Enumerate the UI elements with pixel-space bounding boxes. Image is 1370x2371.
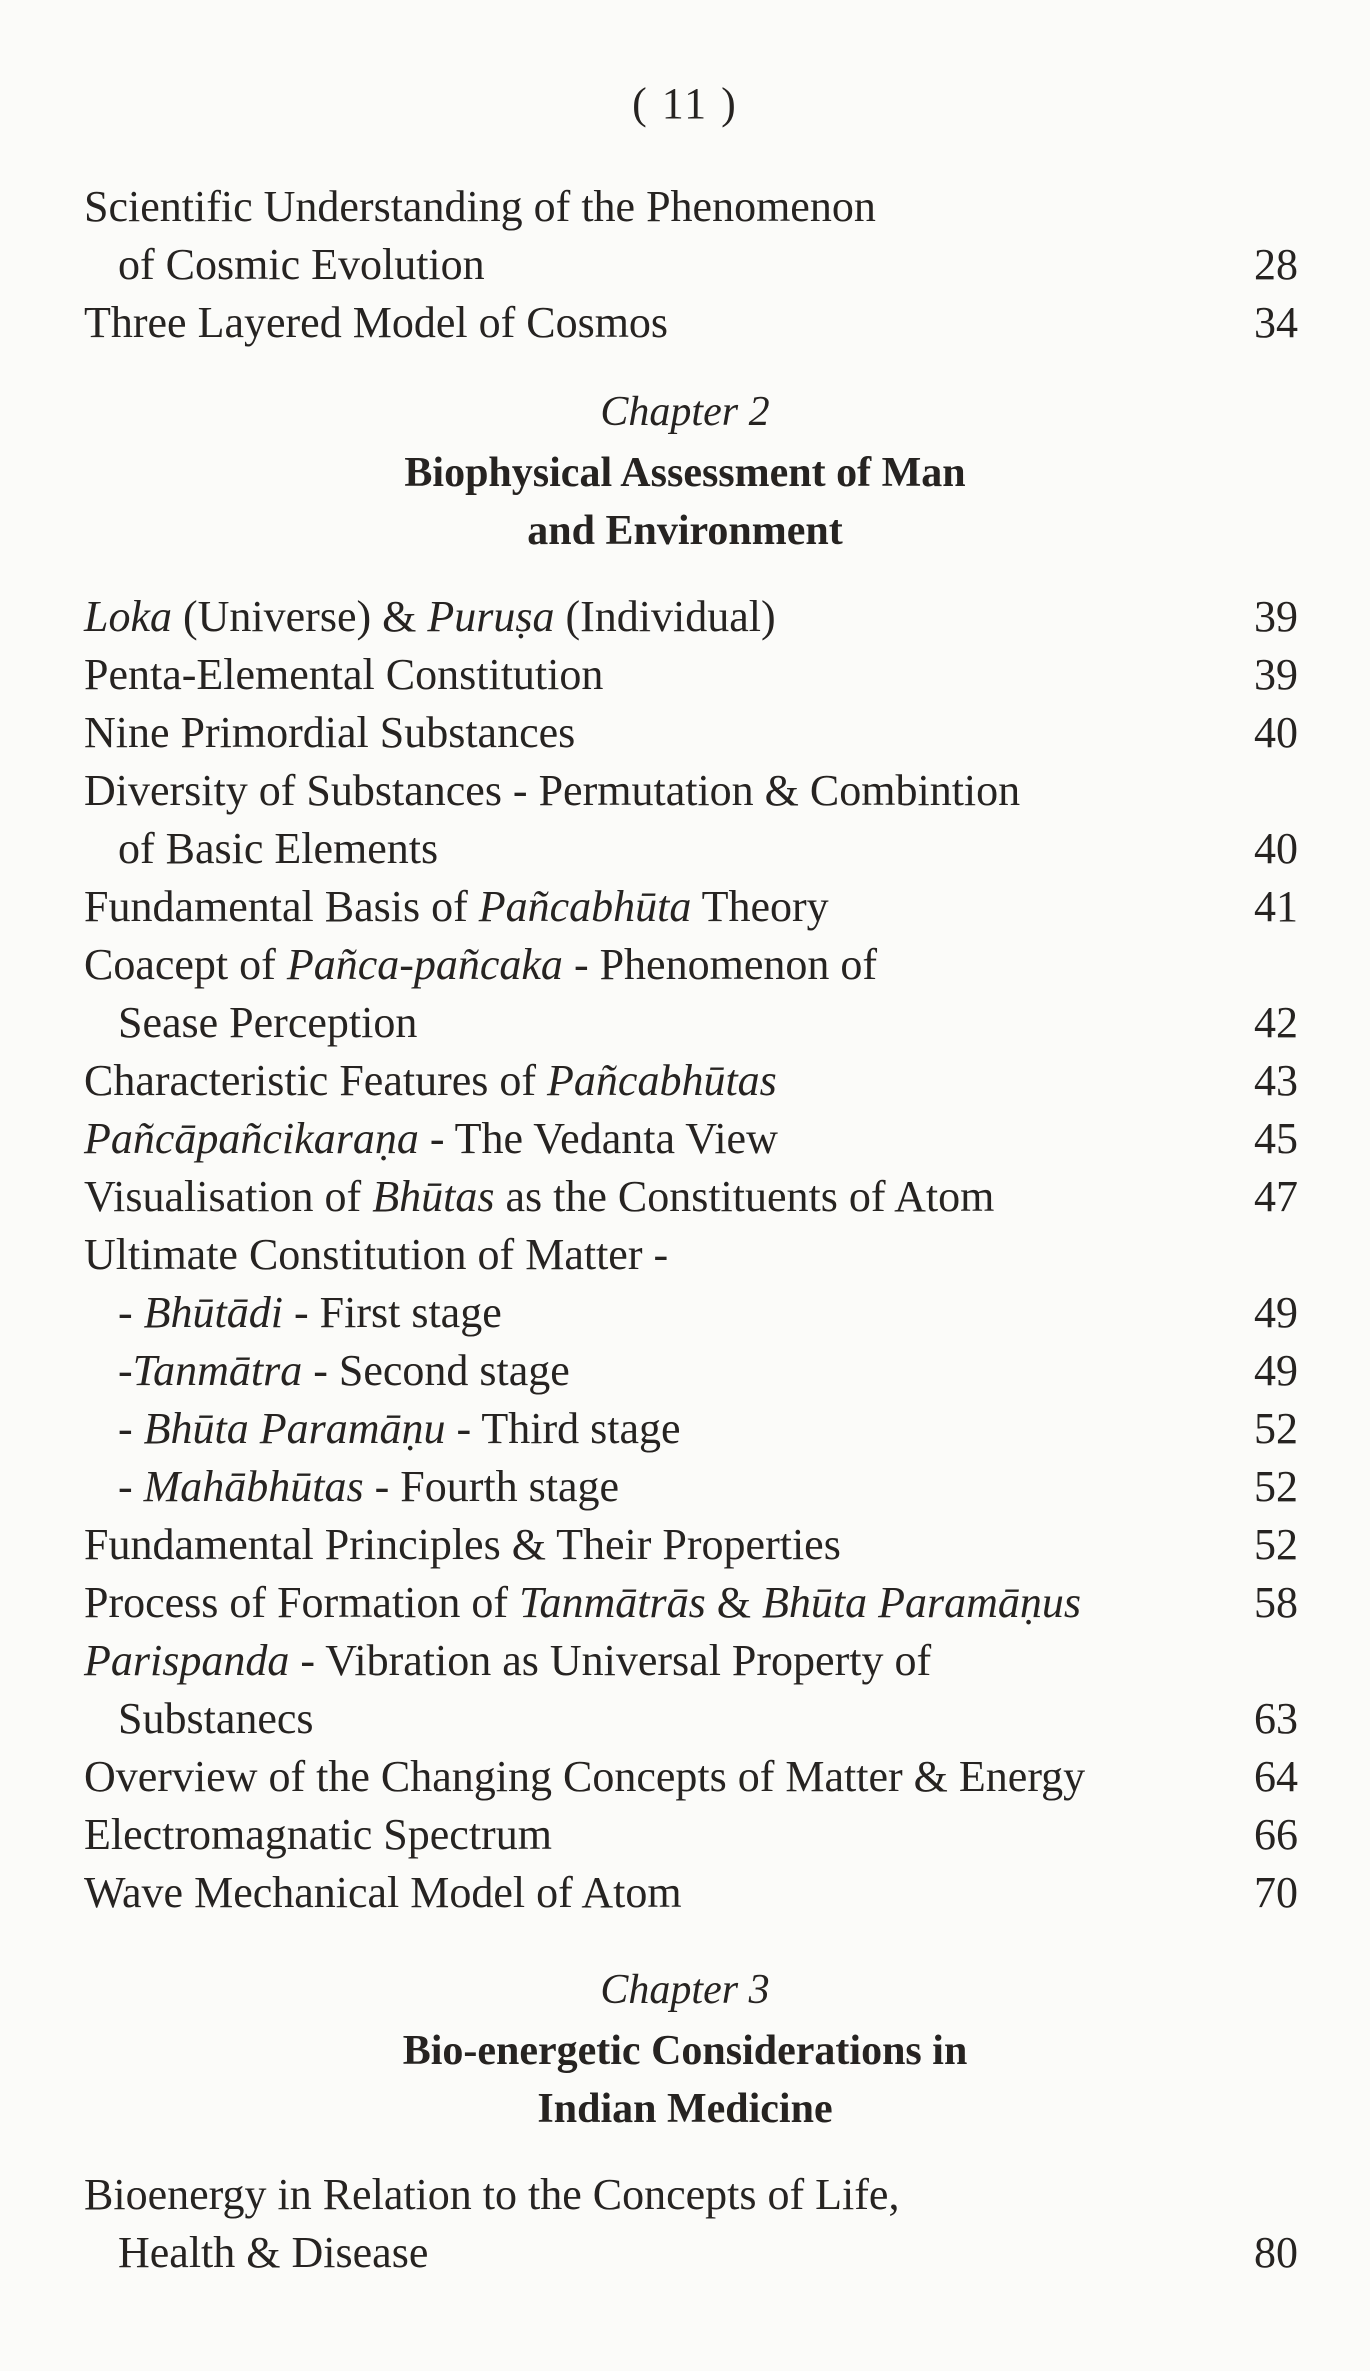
toc-entry-line: -Tanmātra - Second stage	[118, 1346, 570, 1395]
toc-entry-line: of Basic Elements	[118, 824, 439, 873]
toc-entry-line: Electromagnatic Spectrum	[84, 1810, 552, 1859]
toc-entry	[84, 936, 1298, 1052]
toc-page-number: 70	[1254, 1868, 1298, 1917]
toc-page-number: 52	[1254, 1404, 1298, 1453]
toc-page-number: 40	[1254, 824, 1298, 873]
toc-entry-line: Process of Formation of Tanmātrās & Bhūta Paramāṇus	[84, 1578, 1081, 1627]
chapter-title: Indian Medicine	[537, 2086, 833, 2132]
toc-entry-line: Health & Disease	[118, 2228, 429, 2277]
toc-page-number: 34	[1254, 298, 1298, 347]
toc-entry	[84, 178, 1298, 294]
toc-entry	[84, 588, 1298, 646]
toc-page-number: 66	[1254, 1810, 1298, 1859]
toc-entry	[84, 1110, 1298, 1168]
toc-page-number: 42	[1254, 998, 1298, 1047]
toc-page-number: 52	[1254, 1462, 1298, 1511]
toc-subentry	[84, 1284, 1298, 1342]
toc-page-number: 41	[1254, 882, 1298, 931]
chapter-label: Chapter 2	[600, 389, 770, 435]
toc-page-number: 39	[1254, 592, 1298, 641]
chapter-label: Chapter 3	[600, 1967, 770, 2013]
toc-entry-line: Overview of the Changing Concepts of Matter & Energy	[84, 1752, 1086, 1801]
toc-entry	[84, 1516, 1298, 1574]
chapter-heading	[0, 382, 1370, 560]
toc-entry	[84, 1574, 1298, 1632]
toc-entry-line: Loka (Universe) & Puruṣa (Individual)	[84, 592, 776, 641]
toc-page-number: 28	[1254, 240, 1298, 289]
toc-entry	[84, 1748, 1298, 1806]
toc-page-number: 49	[1254, 1288, 1298, 1337]
toc-entry-line: - Bhūtādi - First stage	[118, 1288, 502, 1337]
page-number: ( 11 )	[632, 79, 738, 128]
toc-page-number: 63	[1254, 1694, 1298, 1743]
toc-entry-line: Nine Primordial Substances	[84, 708, 576, 757]
toc-page-number: 58	[1254, 1578, 1298, 1627]
toc-entry-line: Three Layered Model of Cosmos	[84, 298, 669, 347]
toc-subentry	[84, 1400, 1298, 1458]
toc-entry-line: Scientific Understanding of the Phenomenon	[84, 182, 876, 231]
toc-page-number: 49	[1254, 1346, 1298, 1395]
toc-entry-line: Penta-Elemental Constitution	[84, 650, 604, 699]
toc-entry-line: of Cosmic Evolution	[118, 240, 485, 289]
toc-entry	[84, 2166, 1298, 2282]
toc-page-number: 52	[1254, 1520, 1298, 1569]
toc-page-number: 80	[1254, 2228, 1298, 2277]
chapter-heading	[0, 1960, 1370, 2138]
toc-entry-line: Visualisation of Bhūtas as the Constituents of Atom	[84, 1172, 995, 1221]
toc-entry	[84, 1052, 1298, 1110]
toc-page-number: 40	[1254, 708, 1298, 757]
toc-page-number: 45	[1254, 1114, 1298, 1163]
toc-entry-line: Fundamental Basis of Pañcabhūta Theory	[84, 882, 829, 931]
toc-subentry	[84, 1342, 1298, 1400]
toc-entry	[84, 878, 1298, 936]
toc-entry-line: Substanecs	[118, 1694, 314, 1743]
toc-entry-line: Parispanda - Vibration as Universal Property of	[84, 1636, 932, 1685]
toc-entry-line: Pañcāpañcikaraṇa - The Vedanta View	[84, 1114, 778, 1163]
toc-page-number: 39	[1254, 650, 1298, 699]
chapter-title: Bio-energetic Considerations in	[402, 2028, 968, 2074]
toc-subentry	[84, 1458, 1298, 1516]
toc-entry-line: Bioenergy in Relation to the Concepts of Life,	[84, 2170, 900, 2219]
toc-entry-line: Wave Mechanical Model of Atom	[84, 1868, 682, 1917]
chapter-title: and Environment	[527, 508, 843, 554]
toc-entry	[84, 762, 1298, 878]
toc-entry	[84, 1226, 1298, 1284]
toc-entry	[84, 1864, 1298, 1922]
toc-page-number: 43	[1254, 1056, 1298, 1105]
toc-section-chapter2	[84, 588, 1298, 1922]
toc-entry-line: Ultimate Constitution of Matter -	[84, 1230, 669, 1279]
toc-entry	[84, 1168, 1298, 1226]
toc-entry-line: - Mahābhūtas - Fourth stage	[118, 1462, 620, 1511]
toc-entry-line: Coacept of Pañca-pañcaka - Phenomenon of	[84, 940, 877, 989]
toc-page-number: 47	[1254, 1172, 1298, 1221]
toc-entry-line: Sease Perception	[118, 998, 418, 1047]
toc-section-top	[84, 178, 1298, 352]
toc-page-number: 64	[1254, 1752, 1298, 1801]
toc-entry	[84, 704, 1298, 762]
toc-entry	[84, 1632, 1298, 1748]
toc-entry-line: - Bhūta Paramāṇu - Third stage	[118, 1404, 681, 1453]
toc-entry-line: Characteristic Features of Pañcabhūtas	[84, 1056, 777, 1105]
toc-entry-line: Fundamental Principles & Their Properties	[84, 1520, 841, 1569]
toc-entry	[84, 1806, 1298, 1864]
toc-entry-line: Diversity of Substances - Permutation & Combintion	[84, 766, 1021, 815]
toc-entry	[84, 294, 1298, 352]
chapter-title: Biophysical Assessment of Man	[404, 450, 966, 496]
toc-section-chapter3	[84, 2166, 1298, 2282]
toc-entry	[84, 646, 1298, 704]
